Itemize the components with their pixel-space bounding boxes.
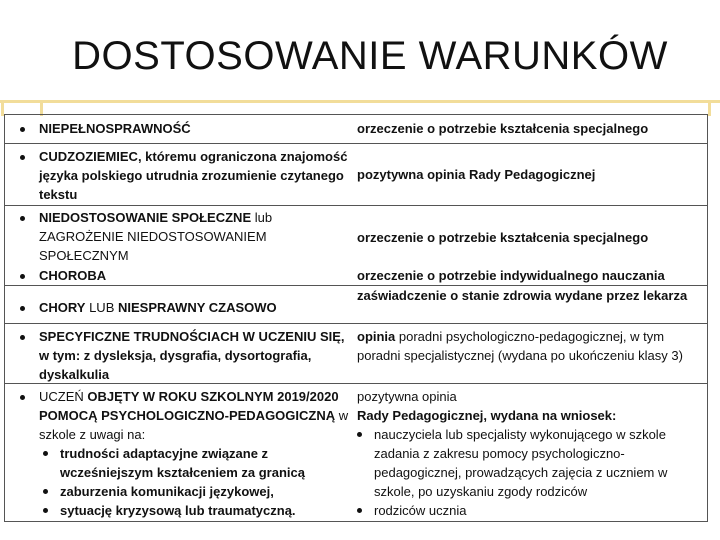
table-row	[5, 115, 707, 143]
bullet-icon	[20, 155, 25, 160]
bullet-icon	[43, 508, 48, 513]
requirement-text: orzeczenie o potrzebie indywidualnego nauczania	[357, 268, 665, 283]
bullet-icon	[20, 335, 25, 340]
accent-bar	[0, 100, 720, 103]
table-row	[5, 285, 707, 323]
requirement-text: pozytywna opinia Rady Pedagogicznej, wydana na wniosek: nauczyciela lub specjalisty wykonującego w szkole zadania z zakresu pomocy psychologiczno-pedagogicznej, prowadzących zajęcia z uczniem w szkole, po uzyskaniu zgody rodziców rodziców ucznia	[357, 387, 707, 520]
list-item: sytuację kryzysową lub traumatyczną.	[39, 501, 351, 520]
table-row	[5, 265, 707, 285]
requirement-text: orzeczenie o potrzebie kształcenia specjalnego	[357, 230, 649, 245]
conditions-table	[4, 114, 708, 522]
bullet-icon	[357, 432, 362, 437]
requirement-text: opinia poradni psychologiczno-pedagogicznej, w tym poradni specjalistycznej (wydana po ukończeniu klasy 3)	[357, 329, 683, 363]
condition-text: NIEDOSTOSOWANIE SPOŁECZNE lub ZAGROŻENIE NIEDOSTOSOWANIEM SPOŁECZNYM	[39, 210, 273, 263]
bullet-icon	[20, 216, 25, 221]
list-item: nauczyciela lub specjalisty wykonującego w szkole zadania z zakresu pomocy psychologiczno-pedagogicznej, prowadzących zajęcia z uczniem w szkole, po uzyskaniu zgody rodziców	[357, 425, 707, 501]
table-row	[5, 205, 707, 265]
requirement-text: zaświadczenie o stanie zdrowia wydane przez lekarza	[357, 288, 688, 303]
condition-text: CHOROBA	[39, 268, 107, 283]
list-item: trudności adaptacyjne związane z wcześniejszym kształceniem za granicą	[39, 444, 351, 482]
bullet-icon	[357, 508, 362, 513]
table-row	[5, 383, 707, 523]
page-title: DOSTOSOWANIE WARUNKÓW	[72, 34, 668, 78]
condition-text: UCZEŃ OBJĘTY W ROKU SZKOLNYM 2019/2020 POMOCĄ PSYCHOLOGICZNO-PEDAGOGICZNĄ w szkole z uwagi na: trudności adaptacyjne związane z wcześniejszym kształceniem za granicą zaburzenia komunikacji językowej, sytuację kryzysową lub traumatyczną.	[39, 387, 351, 520]
requirement-text: orzeczenie o potrzebie kształcenia specjalnego	[357, 121, 649, 136]
bullet-icon	[20, 274, 25, 279]
table-row	[5, 323, 707, 383]
bullet-icon	[20, 127, 25, 132]
bullet-icon	[43, 451, 48, 456]
list-item: rodziców ucznia	[357, 501, 707, 520]
condition-text: CUDZOZIEMIEC, któremu ograniczona znajomość języka polskiego utrudnia zrozumienie czytanego tekstu	[39, 149, 348, 202]
table-row	[5, 143, 707, 205]
condition-text: NIEPEŁNOSPRAWNOŚĆ	[39, 121, 191, 136]
requirement-text: pozytywna opinia Rady Pedagogicznej	[357, 167, 596, 182]
condition-text: CHORY LUB NIESPRAWNY CZASOWO	[39, 300, 277, 315]
list-item: zaburzenia komunikacji językowej,	[39, 482, 351, 501]
accent-bar	[708, 100, 711, 116]
bullet-icon	[20, 306, 25, 311]
bullet-icon	[43, 489, 48, 494]
condition-text: SPECYFICZNE TRUDNOŚCIACH W UCZENIU SIĘ, w tym: z dysleksja, dysgrafia, dysortografia, dyskalkulia	[39, 329, 345, 382]
bullet-icon	[20, 395, 25, 400]
